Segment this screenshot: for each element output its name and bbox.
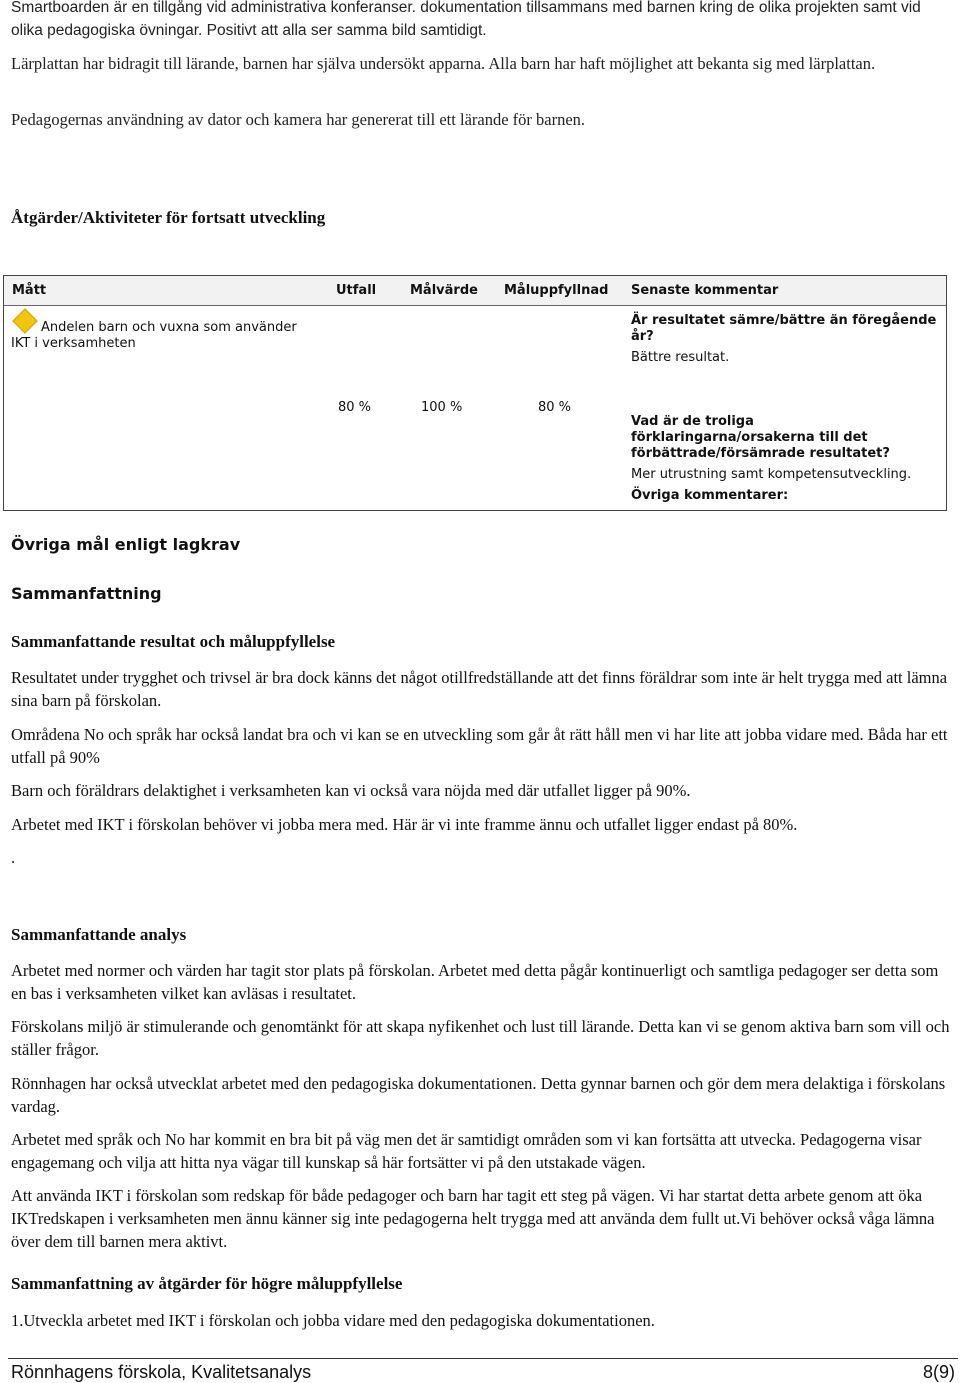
resultat-paragraph-2: Områdena No och språk har också landat bra och vi kan se en utveckling som går åt rätt håll men vi har lite att jobba vidare med. Båda har ett utfall på 90% [11, 725, 948, 767]
analys-paragraph-5: Att använda IKT i förskolan som redskap för både pedagoger och barn har tagit ett steg på vägen. Vi har startat detta arbete genom att öka IKTredskapen i verksamheten men ännu känner sig inte pedagogerna helt trygga med att använda dem fullt ut.Vi behöver också våga lämna över dem till barnen mera aktivt. [11, 1186, 935, 1251]
header-malvarde: Målvärde [410, 283, 478, 298]
atgarder-paragraph-1: 1.Utveckla arbetet med IKT i förskolan och jobba vidare med den pedagogiska dokumentationen. [11, 1311, 655, 1330]
intro-paragraph-2: Lärplattan har bidragit till lärande, barnen har själva undersökt apparna. Alla barn har haft möjlighet att bekanta sig med lärplattan. [11, 54, 876, 73]
header-utfall: Utfall [336, 283, 377, 298]
comment-answer-1: Bättre resultat. [631, 350, 730, 365]
comment-answer-2: Mer utrustning samt kompetensutveckling. [631, 467, 912, 482]
comment-question-2: Vad är de troliga förklaringarna/orsakerna till det förbättrade/försämrade resultatet? [631, 414, 890, 461]
analys-paragraph-1: Arbetet med normer och värden har tagit stor plats på förskolan. Arbetet med detta pågår kontinuerligt och samtliga pedagoger ser detta som en bas i verksamheten vilket kan avläsas i resultatet. [11, 961, 939, 1003]
intro-paragraph-3: Pedagogernas användning av dator och kamera har genererat till ett lärande för barnen. [11, 110, 586, 129]
ovriga-mal-heading: Övriga mål enligt lagkrav [11, 535, 241, 554]
header-matt: Mått [12, 283, 47, 298]
comment-question-3: Övriga kommentarer: [631, 488, 789, 503]
header-kommentar: Senaste kommentar [631, 283, 779, 298]
table-header [4, 276, 946, 306]
analys-paragraph-2: Förskolans miljö är stimulerande och genomtänkt för att skapa nyfikenhet och lust till lärande. Detta kan vi se genom aktiva barn som vill och ställer frågor. [11, 1017, 950, 1059]
footer-divider [8, 1358, 958, 1359]
resultat-paragraph-3: Barn och föräldrars delaktighet i verksamheten kan vi också vara nöjda med där utfallet ligger på 90%. [11, 781, 691, 800]
footer-page-number: 8(9) [922, 1362, 955, 1382]
comment-question-1: Är resultatet sämre/bättre än föregående år? [631, 313, 937, 344]
sammanfattning-heading: Sammanfattning [11, 584, 162, 603]
maluppfyllnad-value: 80 % [538, 400, 572, 415]
intro-paragraph-1: Smartboarden är en tillgång vid administrativa konferanser. dokumentation tillsammans med barnen kring de olika projekten samt vid olika pedagogiska övningar. Positivt att alla ser samma bild samtidigt. [11, 0, 921, 39]
resultat-paragraph-1: Resultatet under trygghet och trivsel är bra dock känns det något otillfredställande att det finns föräldrar som inte är helt trygga med att lämna sina barn på förskolan. [11, 668, 948, 710]
utfall-value: 80 % [338, 400, 372, 415]
measure-label: Andelen barn och vuxna som använder IKT i verksamheten [11, 320, 297, 351]
resultat-paragraph-4: Arbetet med IKT i förskolan behöver vi jobba mera med. Här är vi inte framme ännu och utfallet ligger endast på 80%. [11, 815, 798, 834]
header-maluppfyllnad: Måluppfyllnad [504, 283, 609, 298]
analys-heading: Sammanfattande analys [11, 925, 187, 944]
analys-paragraph-4: Arbetet med språk och No har kommit en bra bit på väg men det är samtidigt områden som vi kan fortsätta att utvecka. Pedagogerna visar engagemang och vilja att hitta nya vägar till kunskap så här fortsätter vi på den utstakade vägen. [11, 1130, 922, 1172]
footer-document-title: Rönnhagens förskola, Kvalitetsanalys [11, 1362, 312, 1382]
actions-heading: Åtgärder/Aktiviteter för fortsatt utveckling [11, 208, 326, 227]
resultat-heading: Sammanfattande resultat och måluppfyllelse [11, 632, 336, 651]
measure-table [3, 275, 947, 511]
resultat-paragraph-5: . [11, 848, 16, 867]
malvarde-value: 100 % [421, 400, 463, 415]
atgarder-heading: Sammanfattning av åtgärder för högre måluppfyllelse [11, 1274, 403, 1293]
analys-paragraph-3: Rönnhagen har också utvecklat arbetet med den pedagogiska dokumentationen. Detta gynnar barnen och gör dem mera delaktiga i förskolans vardag. [11, 1074, 946, 1116]
